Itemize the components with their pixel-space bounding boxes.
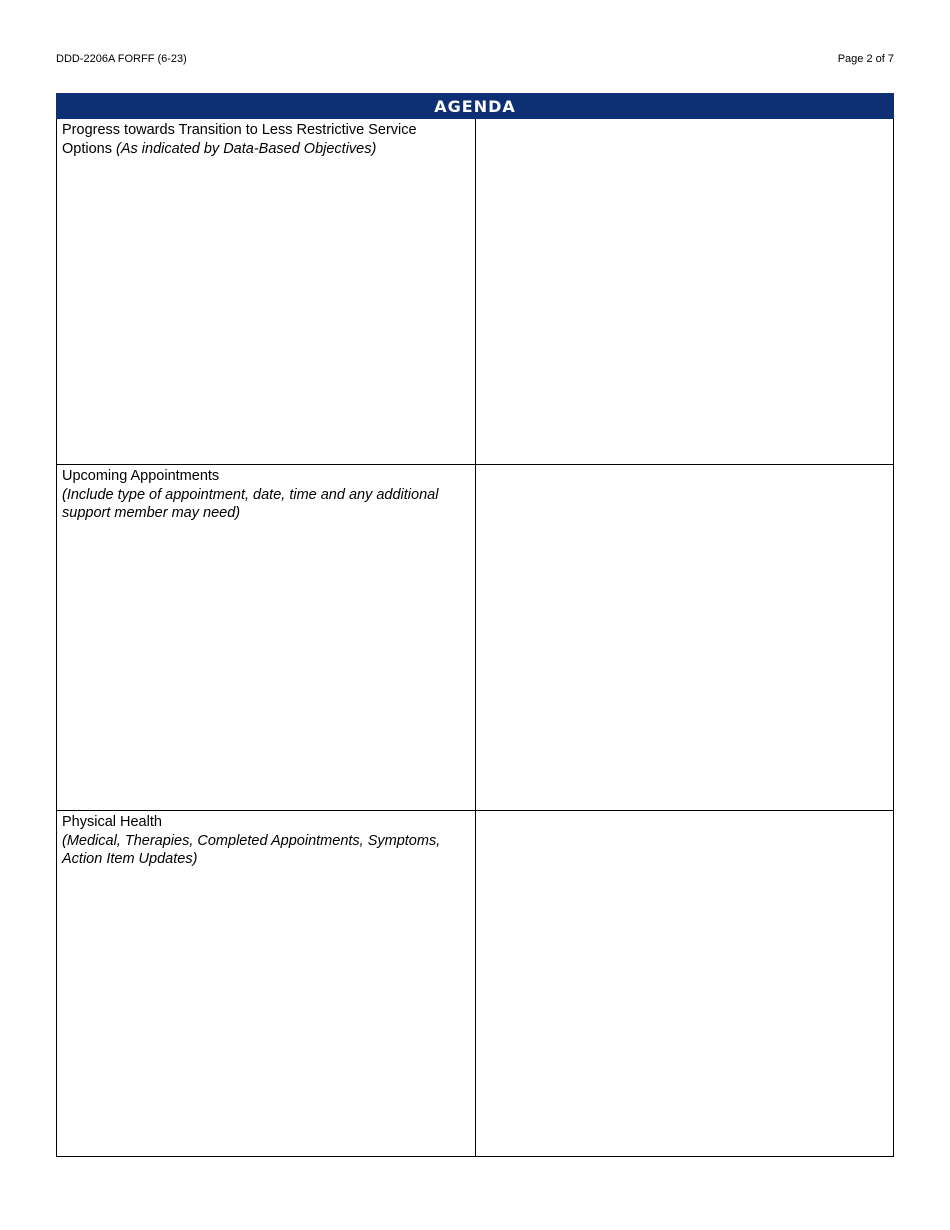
agenda-row-physical-health (57, 811, 894, 1157)
page-number: Page 2 of 7 (837, 53, 894, 65)
form-number: DDD-2206A FORFF (6-23) (56, 53, 187, 65)
agenda-row-progress (57, 119, 894, 465)
agenda-row-title: Progress towards Transition to Less Restrictive Service Options (62, 122, 417, 157)
agenda-row-content-field[interactable] (475, 465, 894, 811)
agenda-table (56, 93, 894, 1157)
agenda-row-title: Upcoming Appointments (62, 468, 220, 484)
agenda-title: AGENDA (57, 94, 894, 119)
agenda-row-note: (Include type of appointment, date, time and any additional support member may need) (62, 486, 439, 522)
agenda-row-label (57, 465, 476, 811)
agenda-row-content-field[interactable] (475, 811, 894, 1157)
agenda-row-label (57, 119, 476, 465)
agenda-row-title: Physical Health (62, 814, 162, 830)
agenda-row-note: (Medical, Therapies, Completed Appointments, Symptoms, Action Item Updates) (62, 832, 441, 868)
agenda-row-content-field[interactable] (475, 119, 894, 465)
agenda-row-note: (As indicated by Data-Based Objectives) (116, 140, 377, 157)
agenda-row-label (57, 811, 476, 1157)
agenda-row-appointments (57, 465, 894, 811)
